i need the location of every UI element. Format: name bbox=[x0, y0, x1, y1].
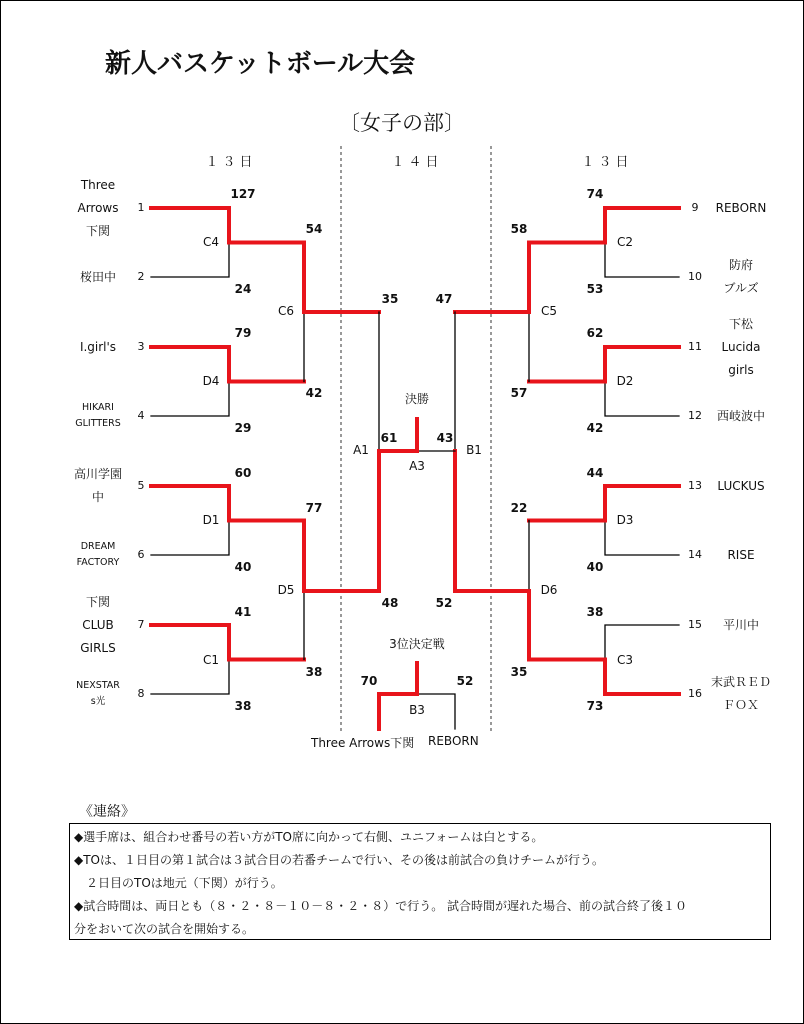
team-name: Arrows bbox=[77, 200, 119, 215]
team-name: 末武ＲＥＤ bbox=[710, 675, 771, 689]
score-c6-top: 54 bbox=[305, 222, 323, 236]
seed-number: 4 bbox=[137, 409, 145, 422]
team-name: HIKARI bbox=[82, 402, 114, 413]
score-c1-bottom: 38 bbox=[234, 699, 252, 713]
team-name: 平川中 bbox=[722, 617, 759, 632]
score-d1-top: 60 bbox=[234, 466, 252, 480]
division-subtitle: 〔女子の部〕 bbox=[339, 111, 465, 135]
match-label-c3: C3 bbox=[616, 653, 633, 667]
score-d5-bottom: 38 bbox=[305, 665, 323, 679]
match-label-c5: C5 bbox=[540, 304, 557, 318]
match-label-d6: D6 bbox=[540, 583, 558, 597]
score-c4-top: 127 bbox=[230, 187, 256, 201]
match-label-d3: D3 bbox=[616, 513, 634, 527]
score-d4-bottom: 29 bbox=[234, 421, 252, 435]
team-name: 下関 bbox=[85, 223, 110, 238]
notes-heading: 《連絡》 bbox=[79, 804, 135, 820]
team-name: ブルズ bbox=[723, 281, 759, 295]
seed-number: 15 bbox=[688, 618, 702, 631]
team-name: 下松 bbox=[728, 316, 753, 331]
day-label-left: １３日 bbox=[205, 155, 257, 170]
third-place-label: 3位決定戦 bbox=[389, 637, 445, 651]
seed-number: 2 bbox=[137, 270, 145, 283]
match-label-d1: D1 bbox=[202, 513, 220, 527]
team-name: REBORN bbox=[715, 200, 767, 215]
seed-number: 9 bbox=[691, 201, 699, 214]
match-label-c6: C6 bbox=[277, 304, 294, 318]
team-name: Three bbox=[80, 177, 116, 192]
match-label-b1: B1 bbox=[466, 443, 482, 457]
seed-number: 7 bbox=[137, 618, 145, 631]
score-d3-bottom: 40 bbox=[586, 560, 604, 574]
team-name: 桜田中 bbox=[79, 269, 116, 284]
match-label-a3: A3 bbox=[409, 459, 425, 473]
score-d6-bottom: 35 bbox=[510, 665, 528, 679]
page-title: 新人バスケットボール大会 bbox=[105, 49, 416, 79]
team-name: CLUB bbox=[82, 617, 114, 632]
notes-line: 分をおいて次の試合を開始する。 bbox=[74, 922, 255, 936]
match-label-d4: D4 bbox=[202, 374, 220, 388]
score-b3-left: 70 bbox=[360, 674, 378, 688]
seed-number: 6 bbox=[137, 548, 145, 561]
score-b1-top: 47 bbox=[435, 292, 453, 306]
notes-line: ２日目のTOは地元（下関）が行う。 bbox=[74, 876, 283, 890]
match-label-b3: B3 bbox=[409, 703, 425, 717]
team-name: LUCKUS bbox=[717, 478, 765, 493]
score-d4-top: 79 bbox=[234, 326, 252, 340]
notes-line: ◆試合時間は、両日とも（８・２・８－１０－８・２・８）で行う。 試合時間が遅れた場合、前の試合終了後１０ bbox=[74, 899, 688, 913]
score-c3-top: 38 bbox=[586, 605, 604, 619]
team-name: Lucida bbox=[721, 339, 761, 354]
third-place-team-right: REBORN bbox=[428, 734, 479, 748]
score-c1-top: 41 bbox=[234, 605, 252, 619]
team-name: 下関 bbox=[85, 594, 110, 609]
seed-number: 8 bbox=[137, 687, 145, 700]
seed-number: 14 bbox=[688, 548, 702, 561]
notes-box bbox=[69, 823, 771, 940]
score-c3-bottom: 73 bbox=[586, 699, 604, 713]
score-c2-top: 74 bbox=[586, 187, 604, 201]
team-name: DREAM bbox=[80, 541, 116, 552]
team-name: RISE bbox=[727, 547, 755, 562]
score-c2-bottom: 53 bbox=[586, 282, 604, 296]
seed-number: 13 bbox=[688, 479, 702, 492]
team-name: 防府 bbox=[728, 258, 753, 272]
score-a3-left: 61 bbox=[380, 431, 398, 445]
score-b3-right: 52 bbox=[456, 674, 474, 688]
team-name: 中 bbox=[91, 490, 104, 504]
seed-number: 11 bbox=[688, 340, 702, 353]
score-d6-top: 22 bbox=[510, 501, 528, 515]
team-name: 高川学園 bbox=[73, 467, 122, 481]
score-a3-right: 43 bbox=[436, 431, 454, 445]
score-c5-top: 58 bbox=[510, 222, 528, 236]
team-name: ＦＯＸ bbox=[722, 698, 759, 712]
team-name: GLITTERS bbox=[75, 418, 121, 429]
score-d5-top: 77 bbox=[305, 501, 323, 515]
team-name: 西岐波中 bbox=[716, 408, 765, 423]
score-d3-top: 44 bbox=[586, 466, 604, 480]
score-d2-bottom: 42 bbox=[586, 421, 604, 435]
seed-number: 3 bbox=[137, 340, 145, 353]
score-b1-bottom: 52 bbox=[435, 596, 453, 610]
match-label-d5: D5 bbox=[277, 583, 295, 597]
day-label-right: １３日 bbox=[581, 155, 633, 170]
score-c5-bottom: 57 bbox=[510, 386, 528, 400]
match-label-d2: D2 bbox=[616, 374, 634, 388]
team-name: NEXSTAR bbox=[76, 680, 120, 691]
third-place-team-left: Three Arrows下関 bbox=[311, 736, 415, 750]
team-name: girls bbox=[728, 362, 754, 377]
match-label-c2: C2 bbox=[616, 235, 633, 249]
final-label: 決勝 bbox=[404, 392, 429, 406]
team-name: I.girl's bbox=[79, 339, 117, 354]
score-c4-bottom: 24 bbox=[234, 282, 252, 296]
notes-line: ◆選手席は、組合わせ番号の若い方がTO席に向かって右側、ユニフォームは白とする。 bbox=[74, 830, 544, 844]
score-a1-top: 35 bbox=[381, 292, 399, 306]
notes-line: ◆TOは、１日目の第１試合は３試合目の若番チームで行い、その後は前試合の負けチームが行う。 bbox=[74, 853, 605, 867]
seed-number: 12 bbox=[688, 409, 702, 422]
seed-number: 5 bbox=[137, 479, 145, 492]
score-d1-bottom: 40 bbox=[234, 560, 252, 574]
score-d2-top: 62 bbox=[586, 326, 604, 340]
team-name: GIRLS bbox=[80, 640, 116, 655]
match-label-a1: A1 bbox=[353, 443, 369, 457]
score-c6-bottom: 42 bbox=[305, 386, 323, 400]
day-label-center: １４日 bbox=[391, 155, 443, 170]
seed-number: 16 bbox=[688, 687, 702, 700]
team-name: FACTORY bbox=[76, 557, 120, 568]
score-a1-bottom: 48 bbox=[381, 596, 399, 610]
match-label-c4: C4 bbox=[202, 235, 219, 249]
seed-number: 10 bbox=[688, 270, 702, 283]
team-name: s光 bbox=[90, 696, 106, 707]
seed-number: 1 bbox=[137, 201, 145, 214]
match-label-c1: C1 bbox=[202, 653, 219, 667]
